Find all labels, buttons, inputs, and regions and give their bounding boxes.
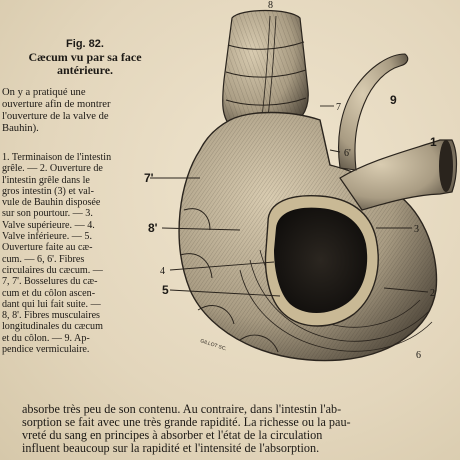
legend-line: cum et du côlon ascen- — [2, 287, 96, 299]
figure-legend — [2, 152, 144, 355]
legend-line: cum. — 6, 6'. Fibres — [2, 253, 85, 265]
legend-line: 8, 8'. Fibres musculaires — [2, 310, 100, 322]
figure-title-line: antérieure. — [56, 63, 114, 77]
legend-line: Valve supérieure. — 4. — [2, 219, 95, 231]
body-line: absorbe très peu de son contenu. Au contraire, dans l'intestin l'ab- — [22, 402, 342, 416]
label-5: 5 — [162, 283, 169, 297]
intro-line: l'ouverture de la valve de — [2, 111, 109, 122]
legend-line: et du côlon. — 9. Ap- — [2, 332, 90, 344]
body-line: influent beaucoup sur la rapidité et l'intensité de l'absorption. — [22, 441, 320, 455]
body-paragraph — [22, 403, 456, 455]
label-8-prime: 8' — [148, 221, 158, 235]
body-line: vreté du sang en principes à absorber et l'état de la circulation — [22, 428, 323, 442]
label-3: 3 — [414, 224, 419, 235]
label-4: 4 — [160, 266, 165, 277]
label-6-prime: 6' — [344, 148, 351, 159]
figure-number: Fig. 82. — [66, 38, 104, 50]
label-8-top: 8 — [268, 0, 273, 11]
legend-line: pendice vermiculaire. — [2, 344, 90, 356]
legend-line: vule de Bauhin disposée — [2, 197, 101, 209]
caecum-engraving — [140, 0, 460, 400]
label-7-prime: 7' — [144, 171, 154, 185]
intro-line: Bauhin). — [2, 123, 39, 134]
legend-line: Ouverture faite au cæ- — [2, 242, 93, 254]
legend-line: l'intestin grêle dans le — [2, 174, 90, 186]
label-1: 1 — [430, 135, 437, 149]
intro-line: ouverture afin de montrer — [2, 99, 111, 110]
legend-line: grêle. — 2. Ouverture de — [2, 163, 103, 175]
label-6: 6 — [416, 350, 421, 361]
ileum — [340, 140, 457, 210]
intro-line: On y a pratiqué une — [2, 87, 86, 98]
engraver-signature: GILLOT SC. — [199, 338, 228, 353]
label-9: 9 — [390, 93, 397, 107]
body-line: sorption se fait avec une très grande rapidité. La richesse ou la pau- — [22, 415, 351, 429]
legend-line: longitudinales du cæcum — [2, 321, 103, 333]
legend-line: gros intestin (3) et val- — [2, 185, 94, 197]
legend-line: 1. Terminaison de l'intestin — [2, 152, 112, 163]
label-7: 7 — [336, 102, 341, 113]
figure-intro-text — [2, 87, 142, 135]
legend-line: 7, 7'. Bosselures du cæ- — [2, 276, 98, 288]
label-2: 2 — [430, 288, 435, 299]
figure-title-line: Cæcum vu par sa face — [28, 50, 142, 64]
legend-line: Valve inférieure. — 5. — [2, 231, 92, 243]
legend-line: sur son pourtour. — 3. — [2, 208, 93, 220]
legend-line: circulaires du cæcum. — — [2, 264, 103, 276]
caecum-opening — [266, 196, 379, 326]
legend-line: dant qui lui fait suite. — — [2, 298, 101, 310]
